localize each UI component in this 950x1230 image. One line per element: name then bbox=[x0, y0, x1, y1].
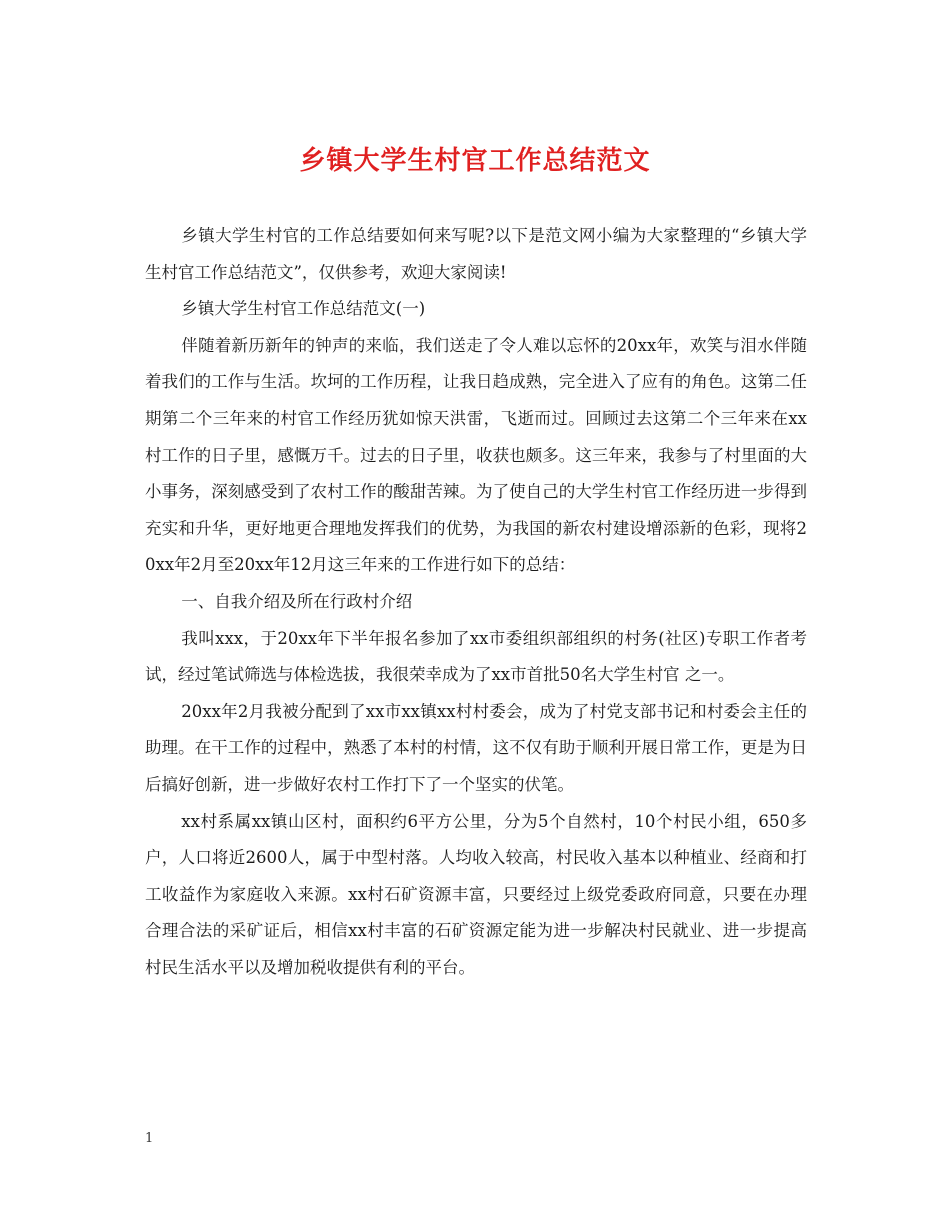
subsection-heading: 一、自我介绍及所在行政村介绍 bbox=[181, 591, 413, 611]
intro-paragraph: 乡镇大学生村官的工作总结要如何来写呢?以下是范文网小编为大家整理的“乡镇大学生村官工作总结范文”，仅供参考，欢迎大家阅读! bbox=[145, 226, 807, 282]
body-paragraph: 我叫xxx，于20xx年下半年报名参加了xx市委组织部组织的村务(社区)专职工作者考试，经过笔试筛选与体检选拔，我很荣幸成为了xx市首批50名大学生村官 之一。 bbox=[145, 628, 807, 685]
body-paragraph: 伴随着新历新年的钟声的来临，我们送走了令人难以忘怀的20xx年，欢笑与泪水伴随着我们的工作与生活。坎坷的工作历程，让我日趋成熟，完全进入了应有的角色。这第二任期第二个三年来的村官工作经历犹如惊天洪雷，飞逝而过。回顾过去这第二个三年来在xx村工作的日子里，感慨万千。过去的日子里，收获也颇多。这三年来，我参与了村里面的大小事务，深刻感受到了农村工作的酸甜苦辣。为了使自己的大学生村官工作经历进一步得到充实和升华，更好地更合理地发挥我们的优势，为我国的新农村建设增添新的色彩，现将20xx年2月至20xx年12月这三年来的工作进行如下的总结： bbox=[145, 335, 807, 575]
page-number: 1 bbox=[145, 1131, 154, 1146]
section-heading-one: 乡镇大学生村官工作总结范文(一) bbox=[181, 299, 426, 319]
document-body bbox=[145, 218, 807, 986]
body-paragraph: xx村系属xx镇山区村，面积约6平方公里，分为5个自然村，10个村民小组，650多户，人口将近2600人，属于中型村落。人均收入较高，村民收入基本以种植业、经商和打工收益作为家庭收入来源。xx村石矿资源丰富，只要经过上级党委政府同意，只要在办理合理合法的采矿证后，相信xx村丰富的石矿资源定能为进一步解决村民就业、进一步提高村民生活水平以及增加税收提供有利的平台。 bbox=[145, 811, 807, 977]
body-paragraph: 20xx年2月我被分配到了xx市xx镇xx村村委会，成为了村党支部书记和村委会主任的助理。在干工作的过程中，熟悉了本村的村情，这不仅有助于顺利开展日常工作，更是为日后搞好创新，进一步做好农村工作打下了一个坚实的伏笔。 bbox=[145, 701, 807, 794]
document-title: 乡镇大学生村官工作总结范文 bbox=[299, 146, 651, 176]
